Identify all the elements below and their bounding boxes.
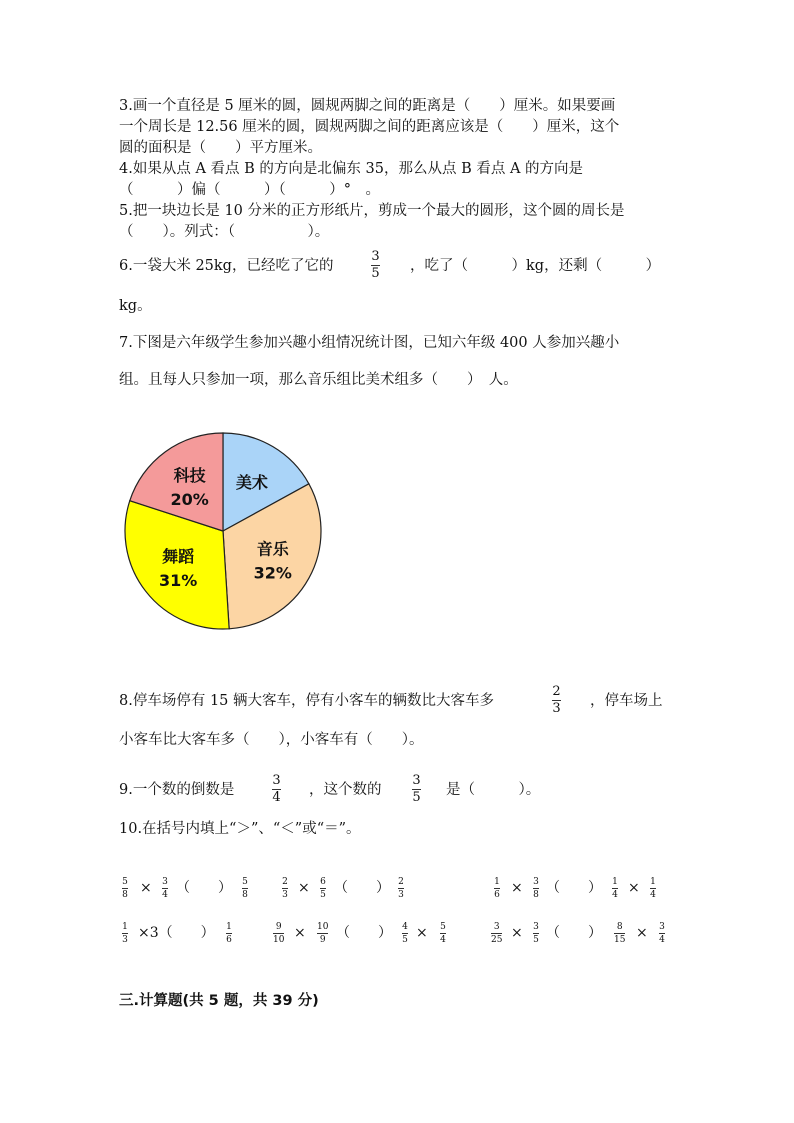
q7-line-1: 7.下图是六年级学生参加兴趣小组情况统计图，已知六年级 400 人参加兴趣小 xyxy=(119,335,620,351)
fraction: 1 4 xyxy=(650,877,656,900)
fraction: 5 4 xyxy=(440,922,446,945)
times-sign: × xyxy=(511,925,523,941)
fraction: 1 6 xyxy=(226,922,232,945)
fraction: 3 5 xyxy=(533,922,539,945)
pie-label-0: 美术 xyxy=(235,473,268,493)
q9-fraction-2-denominator: 5 xyxy=(412,790,421,805)
q9-fraction-1 xyxy=(272,774,281,805)
fraction: 6 5 xyxy=(320,877,326,900)
fraction: 3 4 xyxy=(659,922,665,945)
compare-blank: （ ） xyxy=(336,925,392,941)
interest-group-pie-chart xyxy=(118,426,328,636)
q8-text-pre: 8.停车场停有 15 辆大客车，停有小客车的辆数比大客车多 xyxy=(119,693,495,709)
q6-fraction-denominator: 5 xyxy=(371,266,380,281)
pie-label-1: 音乐 xyxy=(256,539,289,559)
fraction: 3 4 xyxy=(162,877,168,900)
q7-line-2: 组。且每人只参加一项，那么音乐组比美术组多（ ） 人。 xyxy=(119,372,518,388)
times-sign: × xyxy=(298,880,310,896)
fraction: 1 3 xyxy=(122,922,128,945)
fraction: 2 3 xyxy=(282,877,288,900)
q8-fraction-denominator: 3 xyxy=(552,701,561,716)
fraction: 2 3 xyxy=(398,877,404,900)
q6-text-pre: 6.一袋大米 25kg，已经吃了它的 xyxy=(119,258,334,274)
q6-text-post: ，吃了（ ）kg，还剩（ ） xyxy=(410,258,661,274)
fraction: 5 8 xyxy=(122,877,128,900)
fraction: 4 5 xyxy=(402,922,408,945)
q8-line-2: 小客车比大客车多（ ），小客车有（ ）。 xyxy=(119,732,424,748)
q5-line-1: 5.把一块边长是 10 分米的正方形纸片，剪成一个最大的圆形，这个圆的周长是 xyxy=(119,203,625,219)
q10-instruction: 10.在括号内填上“＞”、“＜”或“＝”。 xyxy=(119,821,361,837)
q6-fraction xyxy=(371,250,380,281)
compare-blank: （ ） xyxy=(546,925,602,941)
pie-label-3: 科技 xyxy=(173,466,206,486)
q8-fraction-numerator: 2 xyxy=(552,684,561,699)
q5-line-2: （ ）。列式：（ ）。 xyxy=(119,224,330,240)
q3-line-2: 一个周长是 12.56 厘米的圆，圆规两脚之间的距离应该是（ ）厘米，这个 xyxy=(119,119,620,135)
q9-text-pre: 9.一个数的倒数是 xyxy=(119,782,235,798)
fraction: 1 6 xyxy=(494,877,500,900)
q3-line-1: 3.画一个直径是 5 厘米的圆，圆规两脚之间的距离是（ ）厘米。如果要画 xyxy=(119,98,616,114)
fraction: 1 4 xyxy=(612,877,618,900)
q8-fraction xyxy=(552,685,561,716)
fraction: 5 8 xyxy=(242,877,248,900)
fraction: 3 25 xyxy=(491,922,503,945)
q9-fraction-1-numerator: 3 xyxy=(272,773,281,788)
pie-label-2: 舞蹈 xyxy=(162,546,195,566)
q9-fraction-2 xyxy=(412,774,421,805)
q9-fraction-2-numerator: 3 xyxy=(412,773,421,788)
times-sign: × xyxy=(140,880,152,896)
compare-blank: （ ） xyxy=(546,880,602,896)
q9-text-mid: ，这个数的 xyxy=(309,782,382,798)
q4-line-2: （ ）偏（ ）（ ）° 。 xyxy=(119,182,380,198)
pie-value-label-1: 32% xyxy=(253,563,292,583)
q9-fraction-1-denominator: 4 xyxy=(272,790,281,805)
times-sign: × xyxy=(636,925,648,941)
compare-blank: （ ） xyxy=(176,880,232,896)
q4-line-1: 4.如果从点 A 看点 B 的方向是北偏东 35，那么从点 B 看点 A 的方向是 xyxy=(119,161,584,177)
q6-fraction-numerator: 3 xyxy=(371,249,380,264)
pie-value-label-2: 31% xyxy=(158,570,198,590)
times-sign: × xyxy=(416,925,428,941)
pie-value-label-3: 20% xyxy=(170,490,209,510)
section-3-heading: 三.计算题(共 5 题，共 39 分) xyxy=(119,993,319,1009)
times-sign: × xyxy=(511,880,523,896)
times-three-with-blank: ×3（ ） xyxy=(138,925,215,941)
q3-line-3: 圆的面积是（ ）平方厘米。 xyxy=(119,140,322,156)
fraction: 9 10 xyxy=(273,922,285,945)
fraction: 3 8 xyxy=(533,877,539,900)
times-sign: × xyxy=(294,925,306,941)
q6-line-2: kg。 xyxy=(119,298,152,314)
fraction: 8 15 xyxy=(614,922,626,945)
compare-blank: （ ） xyxy=(334,880,390,896)
q9-text-post: 是（ ）。 xyxy=(446,782,541,798)
times-sign: × xyxy=(628,880,640,896)
fraction: 10 9 xyxy=(317,922,329,945)
q8-text-post: ，停车场上 xyxy=(590,693,663,709)
